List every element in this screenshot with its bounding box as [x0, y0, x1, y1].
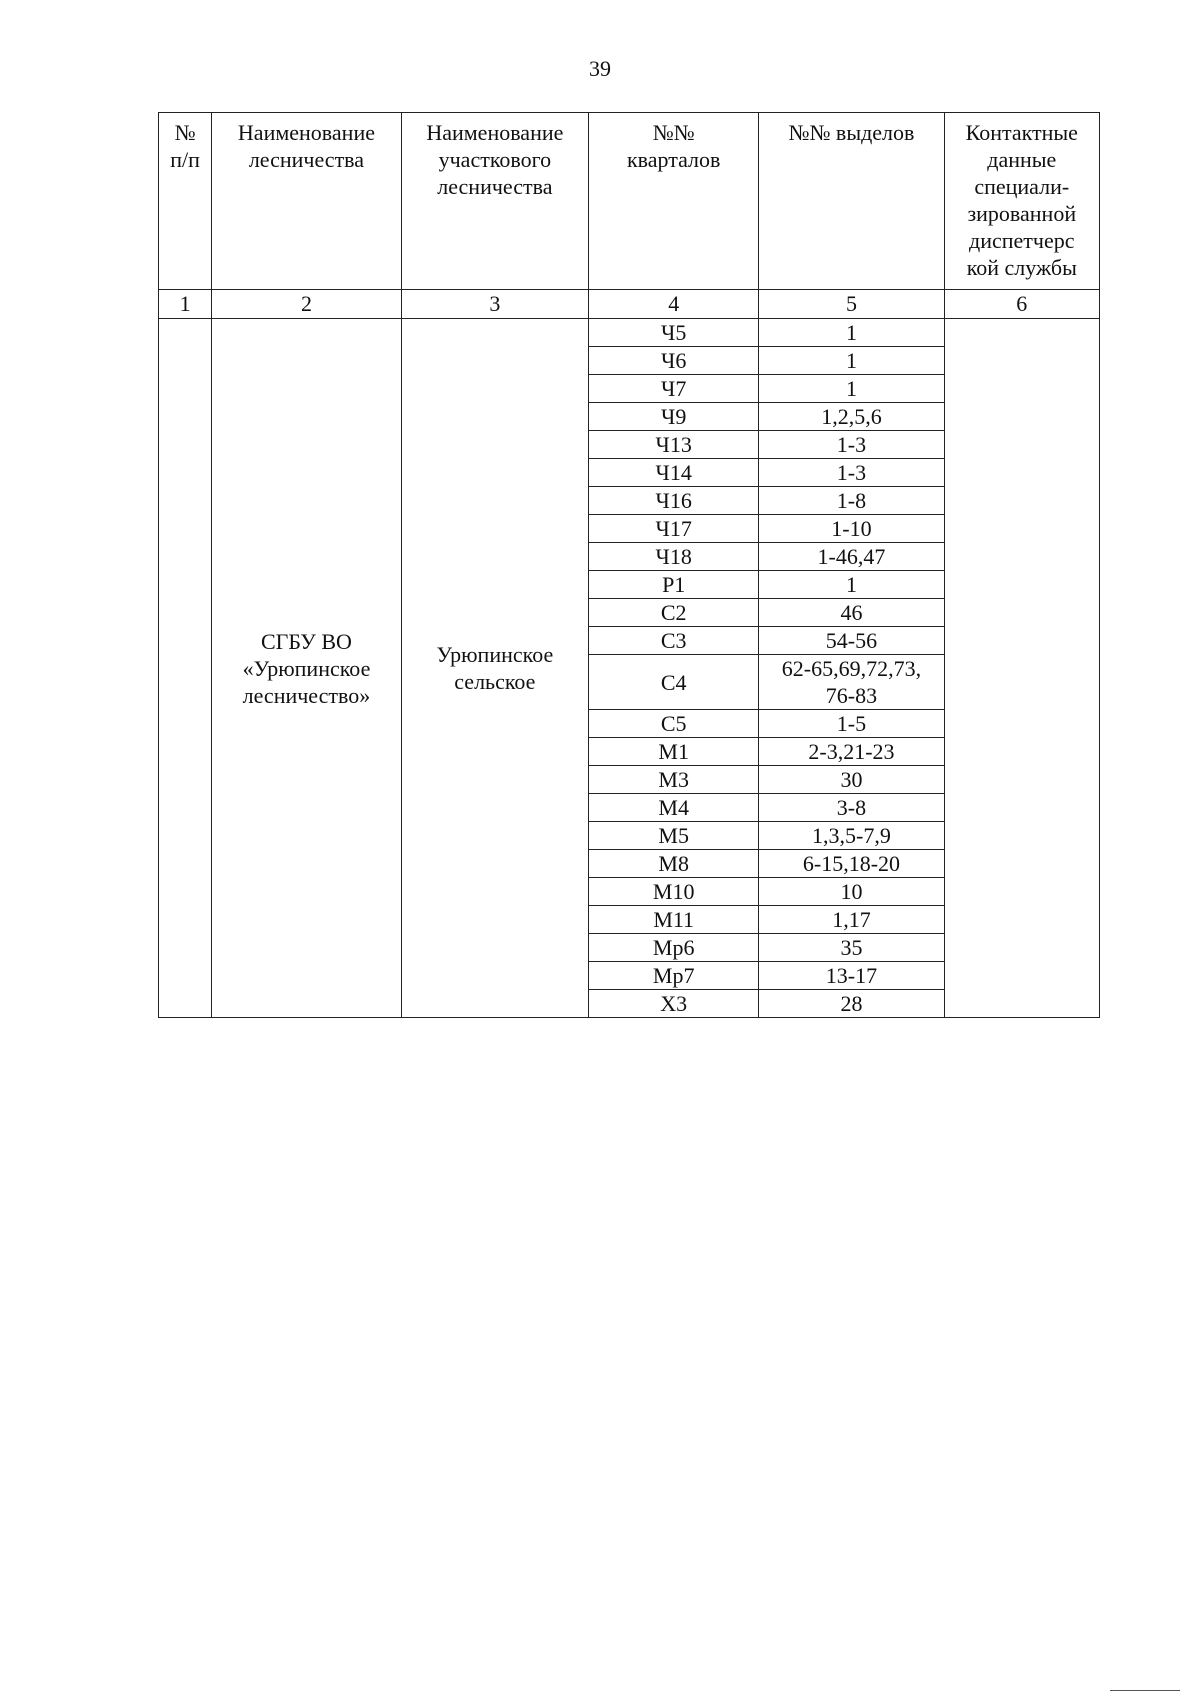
plots-cell: 46 — [759, 599, 944, 627]
plots-cell: 10 — [759, 878, 944, 906]
quarter-cell: Ч5 — [589, 319, 759, 347]
page-number: 39 — [589, 56, 611, 81]
quarter-cell: М1 — [589, 738, 759, 766]
column-number: 6 — [944, 290, 1099, 319]
plots-cell: 1,3,5-7,9 — [759, 822, 944, 850]
quarter-cell: Ч6 — [589, 347, 759, 375]
quarter-cell: Ч7 — [589, 375, 759, 403]
column-number: 1 — [159, 290, 212, 319]
quarter-cell: Ч9 — [589, 403, 759, 431]
quarter-cell: С2 — [589, 599, 759, 627]
quarter-cell: Ч13 — [589, 431, 759, 459]
quarter-cell: М10 — [589, 878, 759, 906]
district-name-cell: Урюпинское сельское — [401, 319, 588, 1018]
plots-cell: 1-8 — [759, 487, 944, 515]
quarter-cell: М4 — [589, 794, 759, 822]
quarter-cell: Ч16 — [589, 487, 759, 515]
quarter-cell: Ч17 — [589, 515, 759, 543]
header-row — [159, 113, 1100, 290]
quarter-cell: Мр6 — [589, 934, 759, 962]
header-cell-plots: №№ выделов — [759, 113, 944, 290]
plots-cell: 62-65,69,72,73, 76-83 — [759, 655, 944, 710]
plots-cell: 30 — [759, 766, 944, 794]
plots-cell: 1-5 — [759, 710, 944, 738]
quarter-cell: Х3 — [589, 990, 759, 1018]
column-number: 3 — [401, 290, 588, 319]
column-number-row — [159, 290, 1100, 319]
plots-cell: 1,2,5,6 — [759, 403, 944, 431]
plots-cell: 1 — [759, 347, 944, 375]
quarter-cell: С5 — [589, 710, 759, 738]
quarter-cell: М5 — [589, 822, 759, 850]
quarter-cell: Мр7 — [589, 962, 759, 990]
plots-cell: 35 — [759, 934, 944, 962]
plots-cell: 3-8 — [759, 794, 944, 822]
plots-cell: 1 — [759, 375, 944, 403]
plots-cell: 28 — [759, 990, 944, 1018]
column-number: 5 — [759, 290, 944, 319]
row-number-cell — [159, 319, 212, 1018]
contacts-cell — [944, 319, 1099, 1018]
plots-cell: 1-3 — [759, 459, 944, 487]
plots-cell: 2-3,21-23 — [759, 738, 944, 766]
quarter-cell: М8 — [589, 850, 759, 878]
quarter-cell: М11 — [589, 906, 759, 934]
quarter-cell: Ч14 — [589, 459, 759, 487]
plots-cell: 1,17 — [759, 906, 944, 934]
quarter-cell: Р1 — [589, 571, 759, 599]
plots-cell: 1 — [759, 319, 944, 347]
plots-cell: 54-56 — [759, 627, 944, 655]
plots-cell: 1-10 — [759, 515, 944, 543]
quarter-cell: С4 — [589, 655, 759, 710]
plots-cell: 1 — [759, 571, 944, 599]
plots-cell: 13-17 — [759, 962, 944, 990]
column-number: 2 — [212, 290, 401, 319]
plots-cell: 1-3 — [759, 431, 944, 459]
quarter-cell: М3 — [589, 766, 759, 794]
header-cell-district: Наименование участкового лесничества — [401, 113, 588, 290]
forestry-name-cell: СГБУ ВО «Урюпинское лесничество» — [212, 319, 401, 1018]
header-cell-contacts: Контактные данные специали- зированной диспетчерс кой службы — [944, 113, 1099, 290]
scan-edge-mark — [1110, 1690, 1180, 1691]
quarter-cell: С3 — [589, 627, 759, 655]
plots-cell: 6-15,18-20 — [759, 850, 944, 878]
column-number: 4 — [589, 290, 759, 319]
forestry-table — [158, 112, 1100, 1018]
table-row — [159, 319, 1100, 347]
plots-cell: 1-46,47 — [759, 543, 944, 571]
quarter-cell: Ч18 — [589, 543, 759, 571]
header-cell-number: № п/п — [159, 113, 212, 290]
header-cell-quarters: №№ кварталов — [589, 113, 759, 290]
header-cell-forestry: Наименование лесничества — [212, 113, 401, 290]
